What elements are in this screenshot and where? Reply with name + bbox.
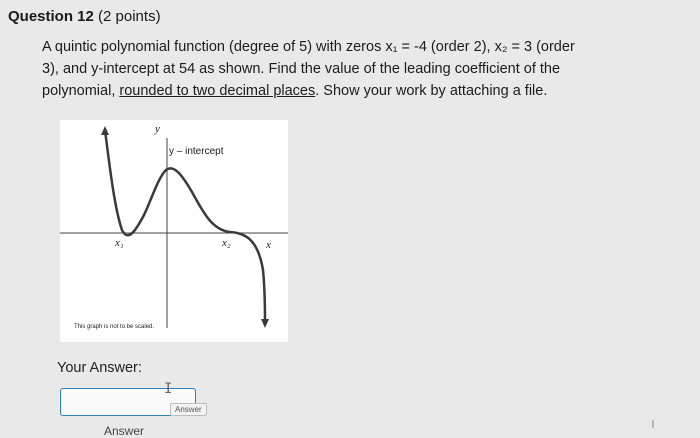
answer-caption: Answer	[104, 424, 145, 438]
question-text-line-3	[42, 80, 602, 102]
zero2-label: x₂	[222, 237, 231, 249]
rounding-instruction: rounded to two decimal places	[119, 83, 316, 99]
polynomial-curve	[105, 130, 265, 322]
question-text-line-3-post: . Show your work by attaching a file.	[315, 83, 548, 99]
question-text	[42, 36, 602, 102]
question-points: (2 points)	[98, 8, 161, 25]
x-axis-label: x	[266, 239, 271, 251]
question-text-line-1: A quintic polynomial function (degree of 5) with zeros x₁ = -4 (order 2), x₂ = 3 (order	[42, 39, 575, 55]
answer-tooltip: Answer	[170, 403, 207, 416]
graph-note: This graph is not to be scaled.	[74, 324, 155, 330]
question-text-line-3-pre: polynomial,	[42, 83, 120, 99]
polynomial-graph	[60, 120, 288, 342]
zero1-label: x₁	[115, 237, 124, 249]
curve-arrow-down	[261, 319, 269, 328]
answer-label: Your Answer:	[57, 360, 142, 376]
question-title: Question 12	[8, 8, 94, 25]
curve-arrow-up	[101, 126, 109, 135]
question-header	[8, 8, 161, 25]
graph-svg	[60, 120, 288, 342]
y-axis-label: y	[155, 123, 160, 135]
question-text-line-2: 3), and y-intercept at 54 as shown. Find the value of the leading coefficient of the	[42, 61, 561, 77]
text-cursor-icon: I	[164, 381, 173, 397]
scrollbar-handle[interactable]	[652, 420, 654, 428]
y-intercept-label: y – intercept	[169, 146, 224, 157]
